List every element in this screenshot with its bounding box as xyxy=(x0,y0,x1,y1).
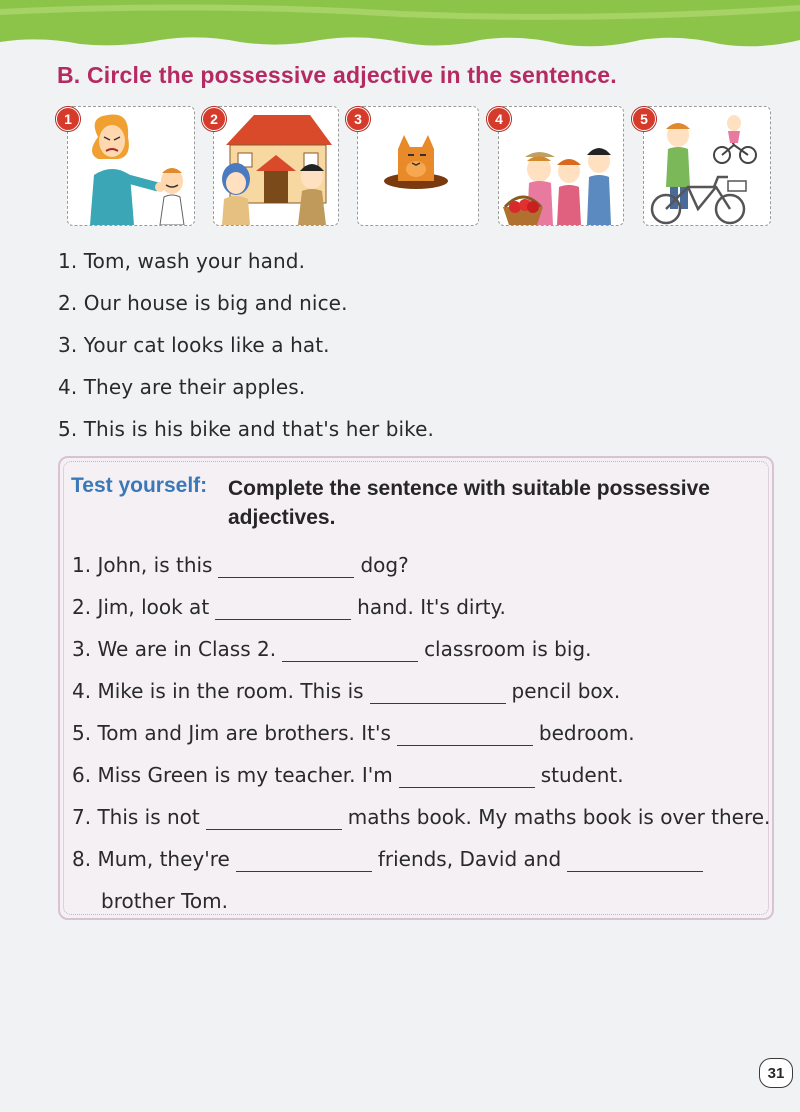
item-text-before: 5. Tom and Jim are brothers. It's xyxy=(72,721,391,745)
item-text-after: pencil box. xyxy=(511,679,621,703)
item-text-after: dog? xyxy=(360,553,409,577)
list-item xyxy=(72,800,770,842)
list-item: 3. Your cat looks like a hat. xyxy=(58,333,330,357)
answer-blank[interactable] xyxy=(397,744,533,746)
item-text-after: bedroom. xyxy=(538,721,635,745)
sentence-list xyxy=(58,245,434,455)
children-with-bikes-picture xyxy=(643,106,771,226)
picture-number-badge: 4 xyxy=(487,107,511,131)
test-yourself-label: Test yourself: xyxy=(71,474,208,497)
list-item: 1. Tom, wash your hand. xyxy=(58,249,306,273)
item-text-after: hand. It's dirty. xyxy=(357,595,506,619)
test-item-list xyxy=(72,548,770,926)
woman-scolding-boy-picture xyxy=(67,106,195,226)
answer-blank[interactable] xyxy=(370,702,506,704)
list-item xyxy=(72,632,770,674)
cat-in-hat-picture xyxy=(357,106,479,226)
children-with-apple-basket-picture xyxy=(498,106,624,226)
picture-number-badge: 3 xyxy=(346,107,370,131)
test-instruction: Complete the sentence with suitable possessive adjectives. xyxy=(228,477,710,529)
answer-blank[interactable] xyxy=(215,618,351,620)
list-item xyxy=(72,716,770,758)
answer-blank[interactable] xyxy=(236,870,372,872)
list-item xyxy=(72,548,770,590)
list-item xyxy=(72,590,770,632)
item-text-before: 8. Mum, they're xyxy=(72,847,230,871)
answer-blank[interactable] xyxy=(218,576,354,578)
test-yourself-box xyxy=(58,456,774,920)
item-text-before: 1. John, is this xyxy=(72,553,213,577)
list-item xyxy=(72,674,770,716)
item-text-after: classroom is big. xyxy=(424,637,592,661)
page-number: 31 xyxy=(759,1058,793,1088)
item-text-after: friends, David and xyxy=(377,847,562,871)
list-item: 5. This is his bike and that's her bike. xyxy=(58,417,435,441)
item-text-before: 2. Jim, look at xyxy=(72,595,210,619)
picture-number-badge: 5 xyxy=(632,107,656,131)
house-and-children-picture xyxy=(213,106,339,226)
item-text-before: 6. Miss Green is my teacher. I'm xyxy=(72,763,393,787)
answer-blank[interactable] xyxy=(206,828,342,830)
item-text-before: 4. Mike is in the room. This is xyxy=(72,679,364,703)
picture-strip xyxy=(0,100,800,232)
list-item: 2. Our house is big and nice. xyxy=(58,291,348,315)
answer-blank[interactable] xyxy=(399,786,535,788)
picture-number-badge: 1 xyxy=(56,107,80,131)
answer-blank[interactable] xyxy=(282,660,418,662)
answer-blank[interactable] xyxy=(567,870,703,872)
top-decorative-band xyxy=(0,0,800,60)
item-text-before: 7. This is not xyxy=(72,805,200,829)
item-text-after: maths book. My maths book is over there. xyxy=(347,805,771,829)
list-item: 4. They are their apples. xyxy=(58,375,306,399)
list-item xyxy=(72,758,770,800)
item-text-before: 3. We are in Class 2. xyxy=(72,637,277,661)
section-heading: B. Circle the possessive adjective in the sentence. xyxy=(57,62,617,88)
list-item-continuation: brother Tom. xyxy=(101,889,229,913)
picture-number-badge: 2 xyxy=(202,107,226,131)
item-text-after: student. xyxy=(540,763,624,787)
list-item xyxy=(72,842,770,884)
